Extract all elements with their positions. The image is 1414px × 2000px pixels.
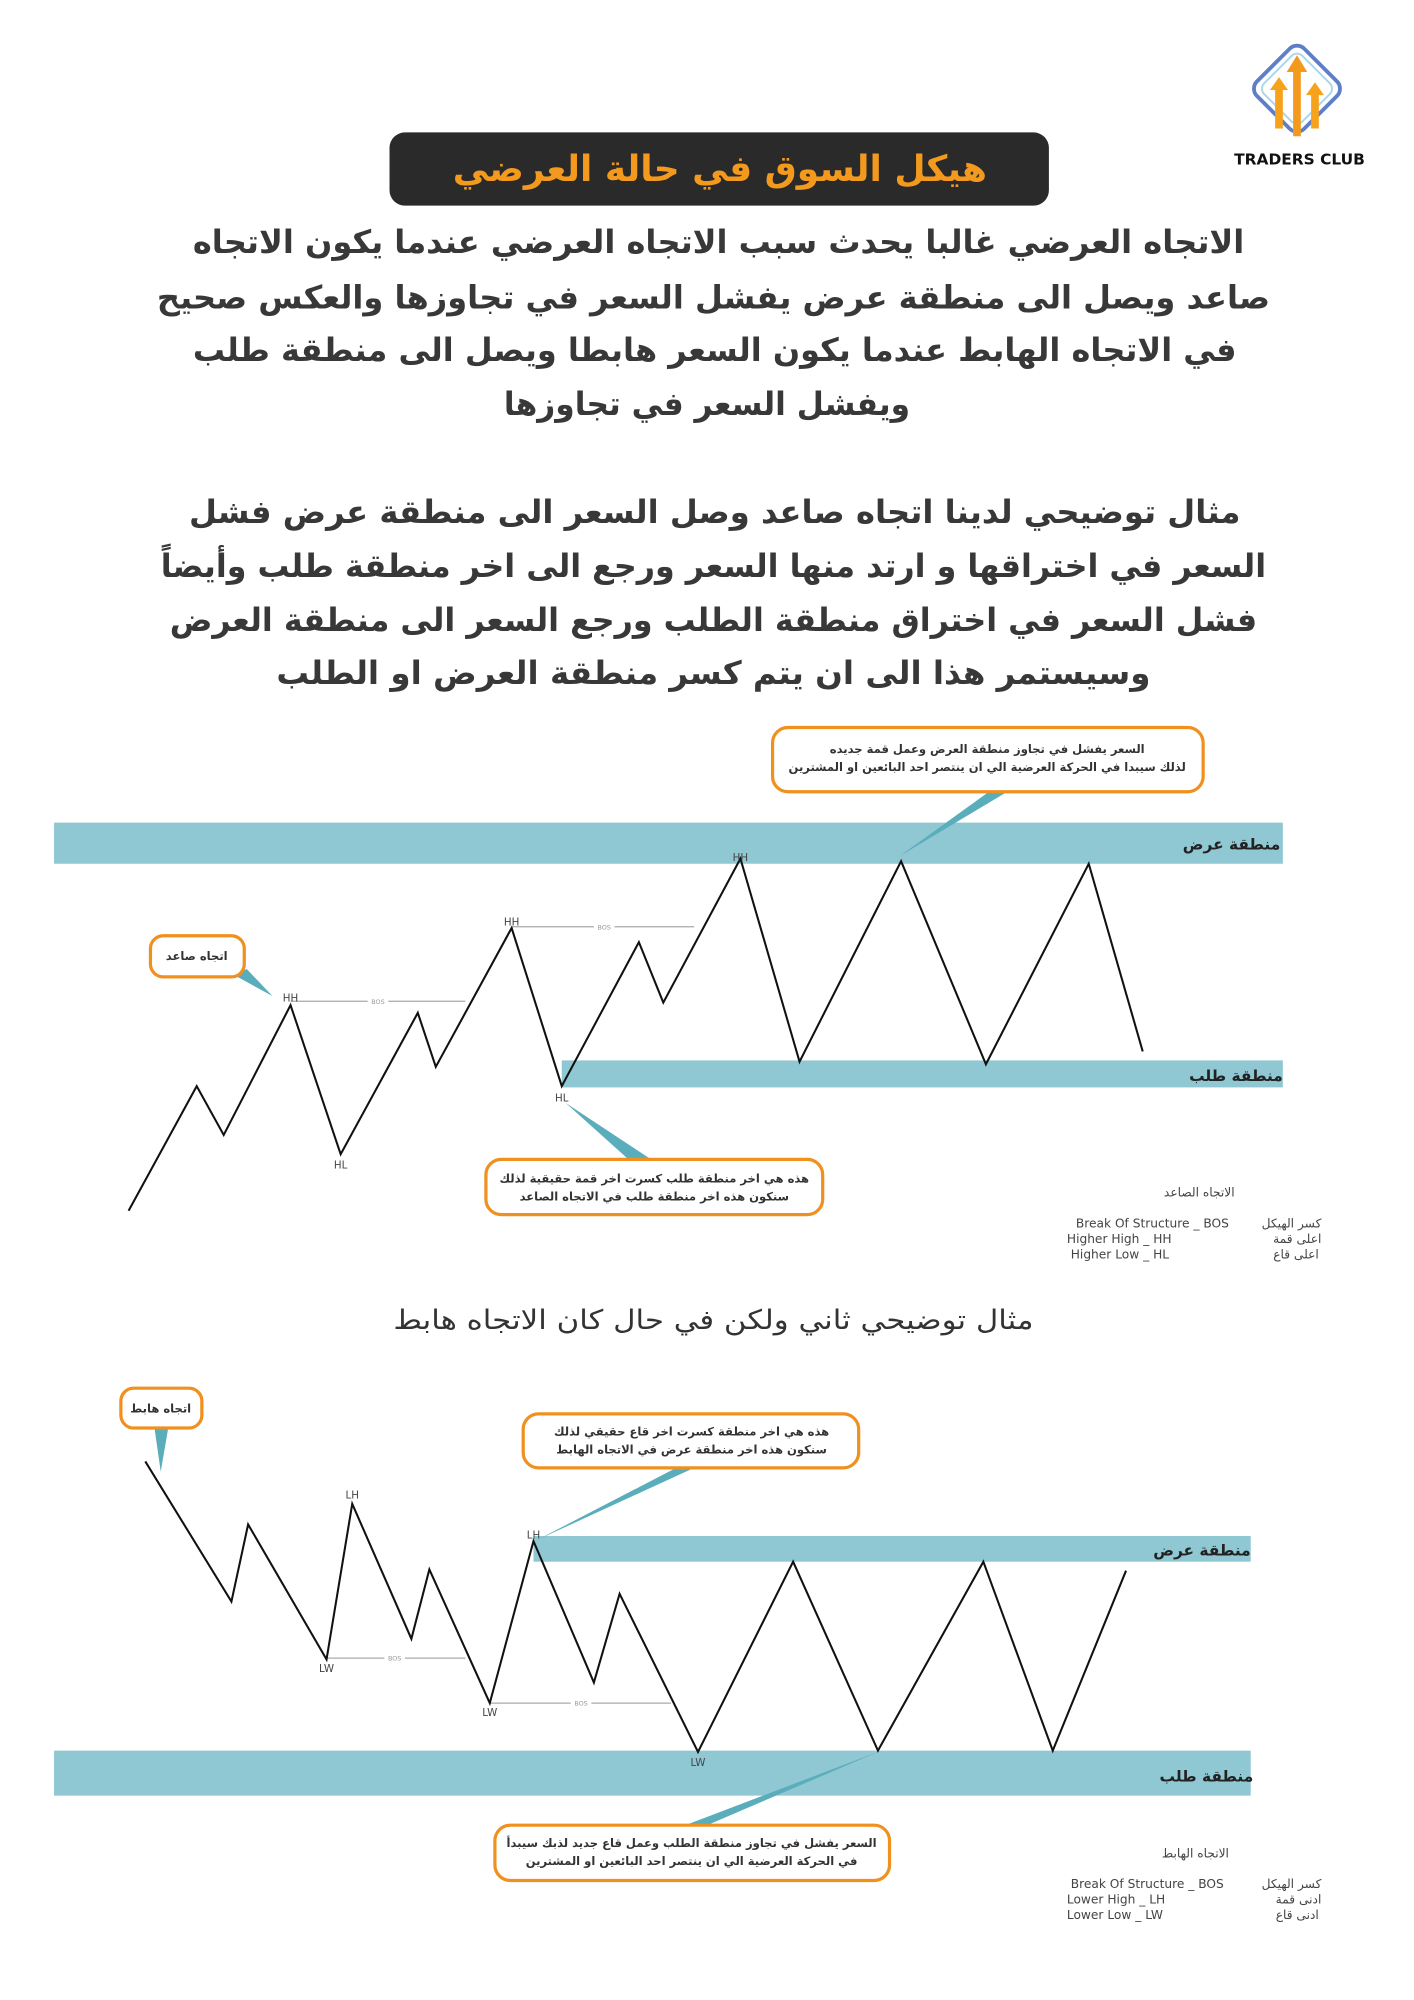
point-label-hh: HH <box>503 916 520 929</box>
demand-zone-label: منطقة طلب <box>1159 1767 1254 1786</box>
legend-en: Lower Low _ LW <box>1066 1908 1163 1923</box>
rising-arrows-diamond-icon <box>1250 41 1345 136</box>
bos-label: BOS <box>387 1654 402 1663</box>
point-label-hl: HL <box>333 1159 348 1172</box>
legend-ar: ادنى قاع <box>1275 1908 1319 1923</box>
callout-pointer <box>566 1103 653 1161</box>
demand-zone <box>562 1060 1283 1087</box>
demand-zone <box>54 1751 1251 1796</box>
callout-pointer <box>154 1427 168 1472</box>
example-paragraph <box>160 493 1280 692</box>
page-title: هيكل السوق في حالة العرضي <box>452 149 987 191</box>
supply-callout-line: هذه هي اخر منطقة كسرت اخر قاع حقيقي لذلك <box>553 1424 830 1439</box>
legend-ar: كسر الهيكل <box>1261 1877 1322 1892</box>
point-label-hh: HH <box>282 992 299 1005</box>
paragraph-line: صاعد ويصل الى منطقة عرض يفشل السعر في تجاوزها والعكس صحيح <box>156 278 1270 317</box>
point-label-lw: LW <box>319 1663 335 1676</box>
range-callout <box>495 1825 890 1880</box>
point-label-hh: HH <box>732 852 749 865</box>
legend-ar: ادنى قمة <box>1275 1892 1322 1907</box>
paragraph-line: السعر في اختراقها و ارتد منها السعر ورجع الى اخر منطقة طلب وأيضاً <box>160 547 1280 586</box>
trend-callout-text: اتجاه صاعد <box>165 949 228 964</box>
price-line <box>145 1461 1126 1751</box>
point-label-lw: LW <box>690 1757 706 1770</box>
legend <box>1067 1846 1322 1922</box>
downtrend-range-diagram <box>54 1388 1322 1922</box>
legend <box>1067 1186 1322 1262</box>
legend-en: Break Of Structure _ BOS <box>1075 1216 1229 1231</box>
supply-zone-label: منطقة عرض <box>1153 1541 1251 1560</box>
intro-paragraph <box>157 223 1270 423</box>
range-callout-line: لذلك سيبدا في الحركة العرضية الي ان ينتصر احد البائعين او المشترين <box>788 760 1186 775</box>
point-label-lw: LW <box>482 1706 498 1719</box>
logo-text: TRADERS CLUB <box>1234 150 1365 169</box>
bos-label: BOS <box>597 923 611 932</box>
legend-ar: كسر الهيكل <box>1261 1216 1322 1231</box>
supply-zone <box>54 823 1283 864</box>
paragraph-line: ويفشل السعر في تجاوزها <box>503 385 911 424</box>
legend-title: الاتجاه الهابط <box>1161 1846 1229 1861</box>
range-callout-line: السعر يفشل في تجاوز منطقة العرض وعمل قمة جديده <box>829 742 1145 757</box>
bos-label: BOS <box>371 997 385 1006</box>
demand-callout-line: سنكون هذه اخر منطقة طلب في الاتجاه الصاعد <box>519 1189 789 1204</box>
section-subtitle: مثال توضيحي ثاني ولكن في حال كان الاتجاه هابط <box>393 1305 1034 1337</box>
demand-zone-label: منطقة طلب <box>1189 1066 1283 1085</box>
legend-en: Higher High _ HH <box>1066 1231 1172 1246</box>
supply-zone <box>533 1536 1250 1562</box>
uptrend-range-diagram <box>54 728 1322 1262</box>
bos-label: BOS <box>574 1699 588 1708</box>
legend-en: Higher Low _ HL <box>1070 1247 1170 1262</box>
range-callout-line: السعر يفشل في تجاوز منطقة الطلب وعمل قاع جديد لذبك سيبدأ <box>506 1836 877 1851</box>
legend-en: Break Of Structure _ BOS <box>1070 1877 1224 1892</box>
supply-callout-line: سنكون هذه اخر منطقة عرض في الاتجاه الهابط <box>556 1442 827 1457</box>
legend-ar: اعلى قمة <box>1273 1231 1322 1246</box>
demand-callout <box>486 1159 823 1214</box>
point-label-lh: LH <box>526 1529 541 1542</box>
point-label-hl: HL <box>555 1092 569 1105</box>
legend-ar: اعلى قاع <box>1273 1247 1319 1262</box>
paragraph-line: الاتجاه العرضي غالبا يحدث سبب الاتجاه العرضي عندما يكون الاتجاه <box>192 223 1245 262</box>
legend-en: Lower High _ LH <box>1066 1892 1166 1907</box>
supply-zone-label: منطقة عرض <box>1182 835 1281 854</box>
callout-pointer <box>537 1468 694 1540</box>
paragraph-line: في الاتجاه الهابط عندما يكون السعر هابطا ويصل الى منطقة طلب <box>192 331 1237 370</box>
trend-callout-text: اتجاه هابط <box>130 1401 192 1416</box>
range-callout-line: في الحركة العرضية الي ان ينتصر احد البائعين او المشترين <box>525 1854 858 1869</box>
paragraph-line: فشل السعر في اختراق منطقة الطلب ورجع السعر الى منطقة العرض <box>169 601 1258 640</box>
legend-title: الاتجاه الصاعد <box>1163 1185 1235 1200</box>
demand-callout-line: هذه هي اخر منطقة طلب كسرت اخر قمة حقيقية لذلك <box>499 1171 810 1186</box>
paragraph-line: وسيستمر هذا الى ان يتم كسر منطقة العرض او الطلب <box>276 653 1151 692</box>
supply-callout <box>523 1414 858 1468</box>
logo <box>1234 41 1365 168</box>
paragraph-line: مثال توضيحي لدينا اتجاه صاعد وصل السعر الى منطقة عرض فشل <box>189 493 1241 532</box>
point-label-lh: LH <box>345 1489 359 1502</box>
